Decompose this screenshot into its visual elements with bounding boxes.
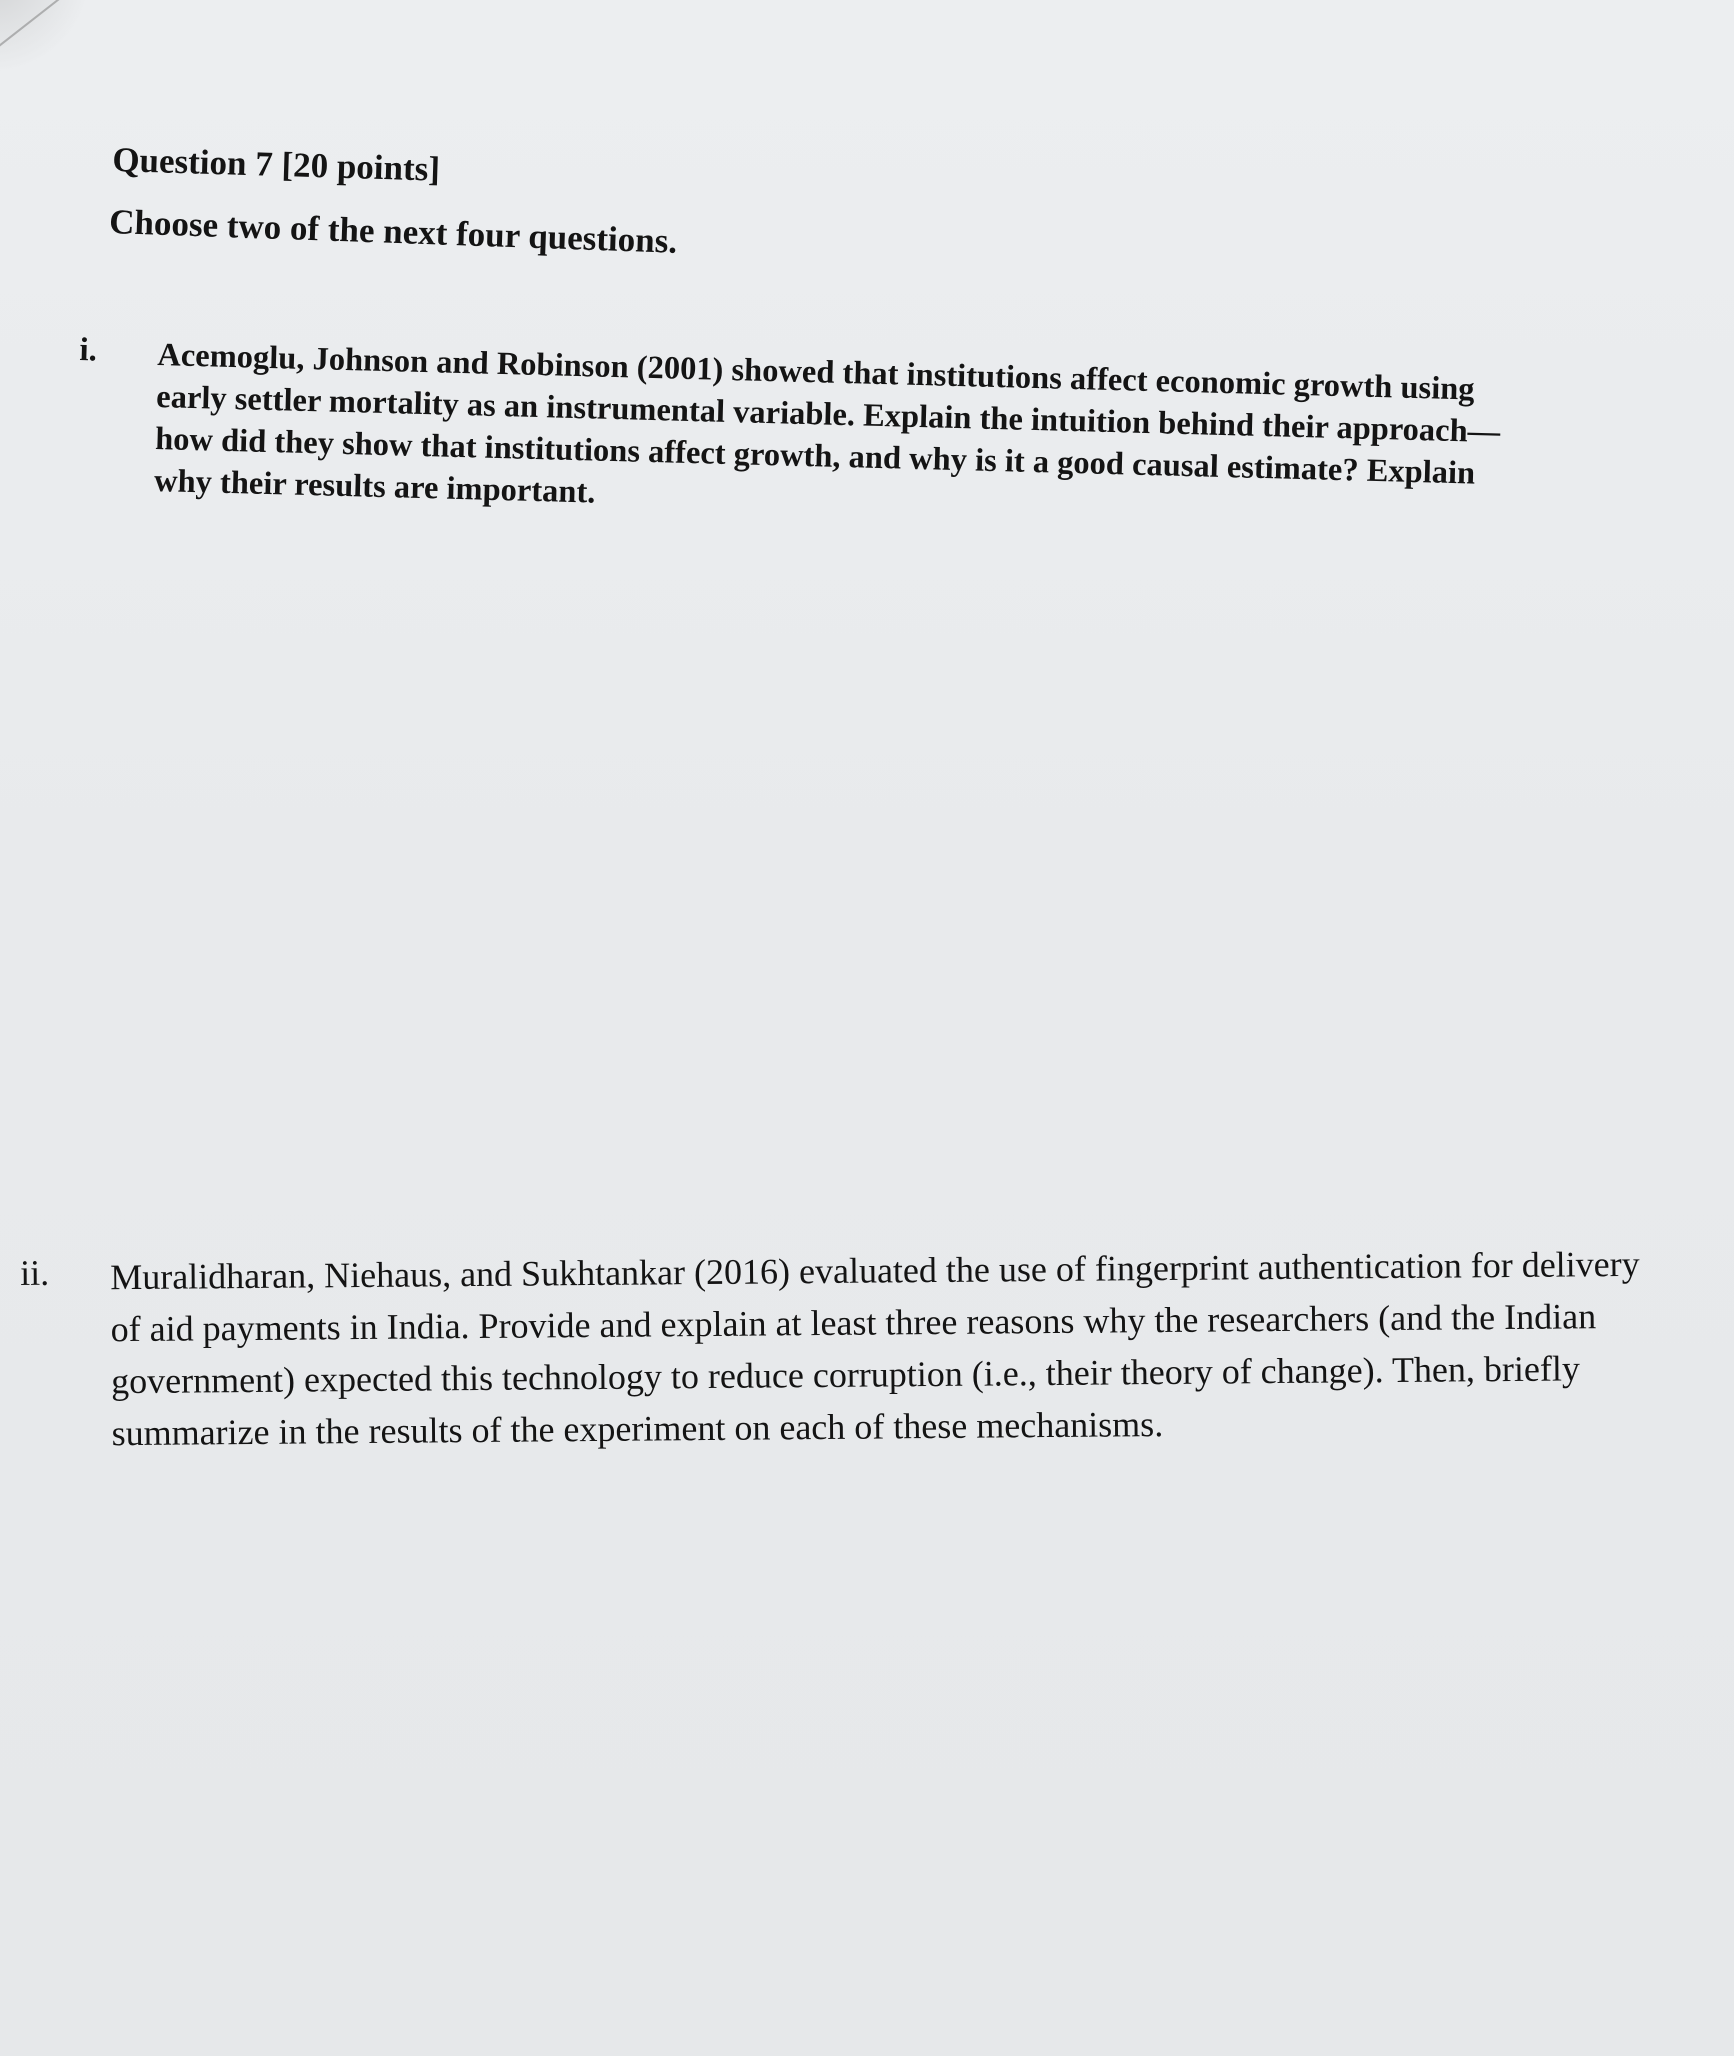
question-title: Question 7 [20 points] (111, 140, 441, 189)
question-item-i (79, 332, 1539, 511)
item-number: i. (79, 332, 98, 369)
item-text: Acemoglu, Johnson and Robinson (2001) showed that institutions affect economic growth using early settler mortality as an instrumental variable. Explain the intuition behind their approach—how did they show that institutions affect growth, and why is it a good causal estimate? Explain why their results are important. (153, 337, 1501, 511)
question-instruction: Choose two of the next four questions. (108, 202, 678, 261)
item-text: Muralidharan, Niehaus, and Sukhtankar (2016) evaluated the use of fingerprint authentication for delivery of aid payments in India. Provide and explain at least three reasons why the researchers (and the Indian government) expected this technology to reduce corruption (i.e., their theory of change). Then, briefly summarize in the results of the experiment on each of these mechanisms. (110, 1243, 1640, 1454)
question-item-ii (20, 1238, 1660, 1454)
item-number: ii. (20, 1252, 50, 1293)
page-corner-shadow (0, 0, 100, 100)
